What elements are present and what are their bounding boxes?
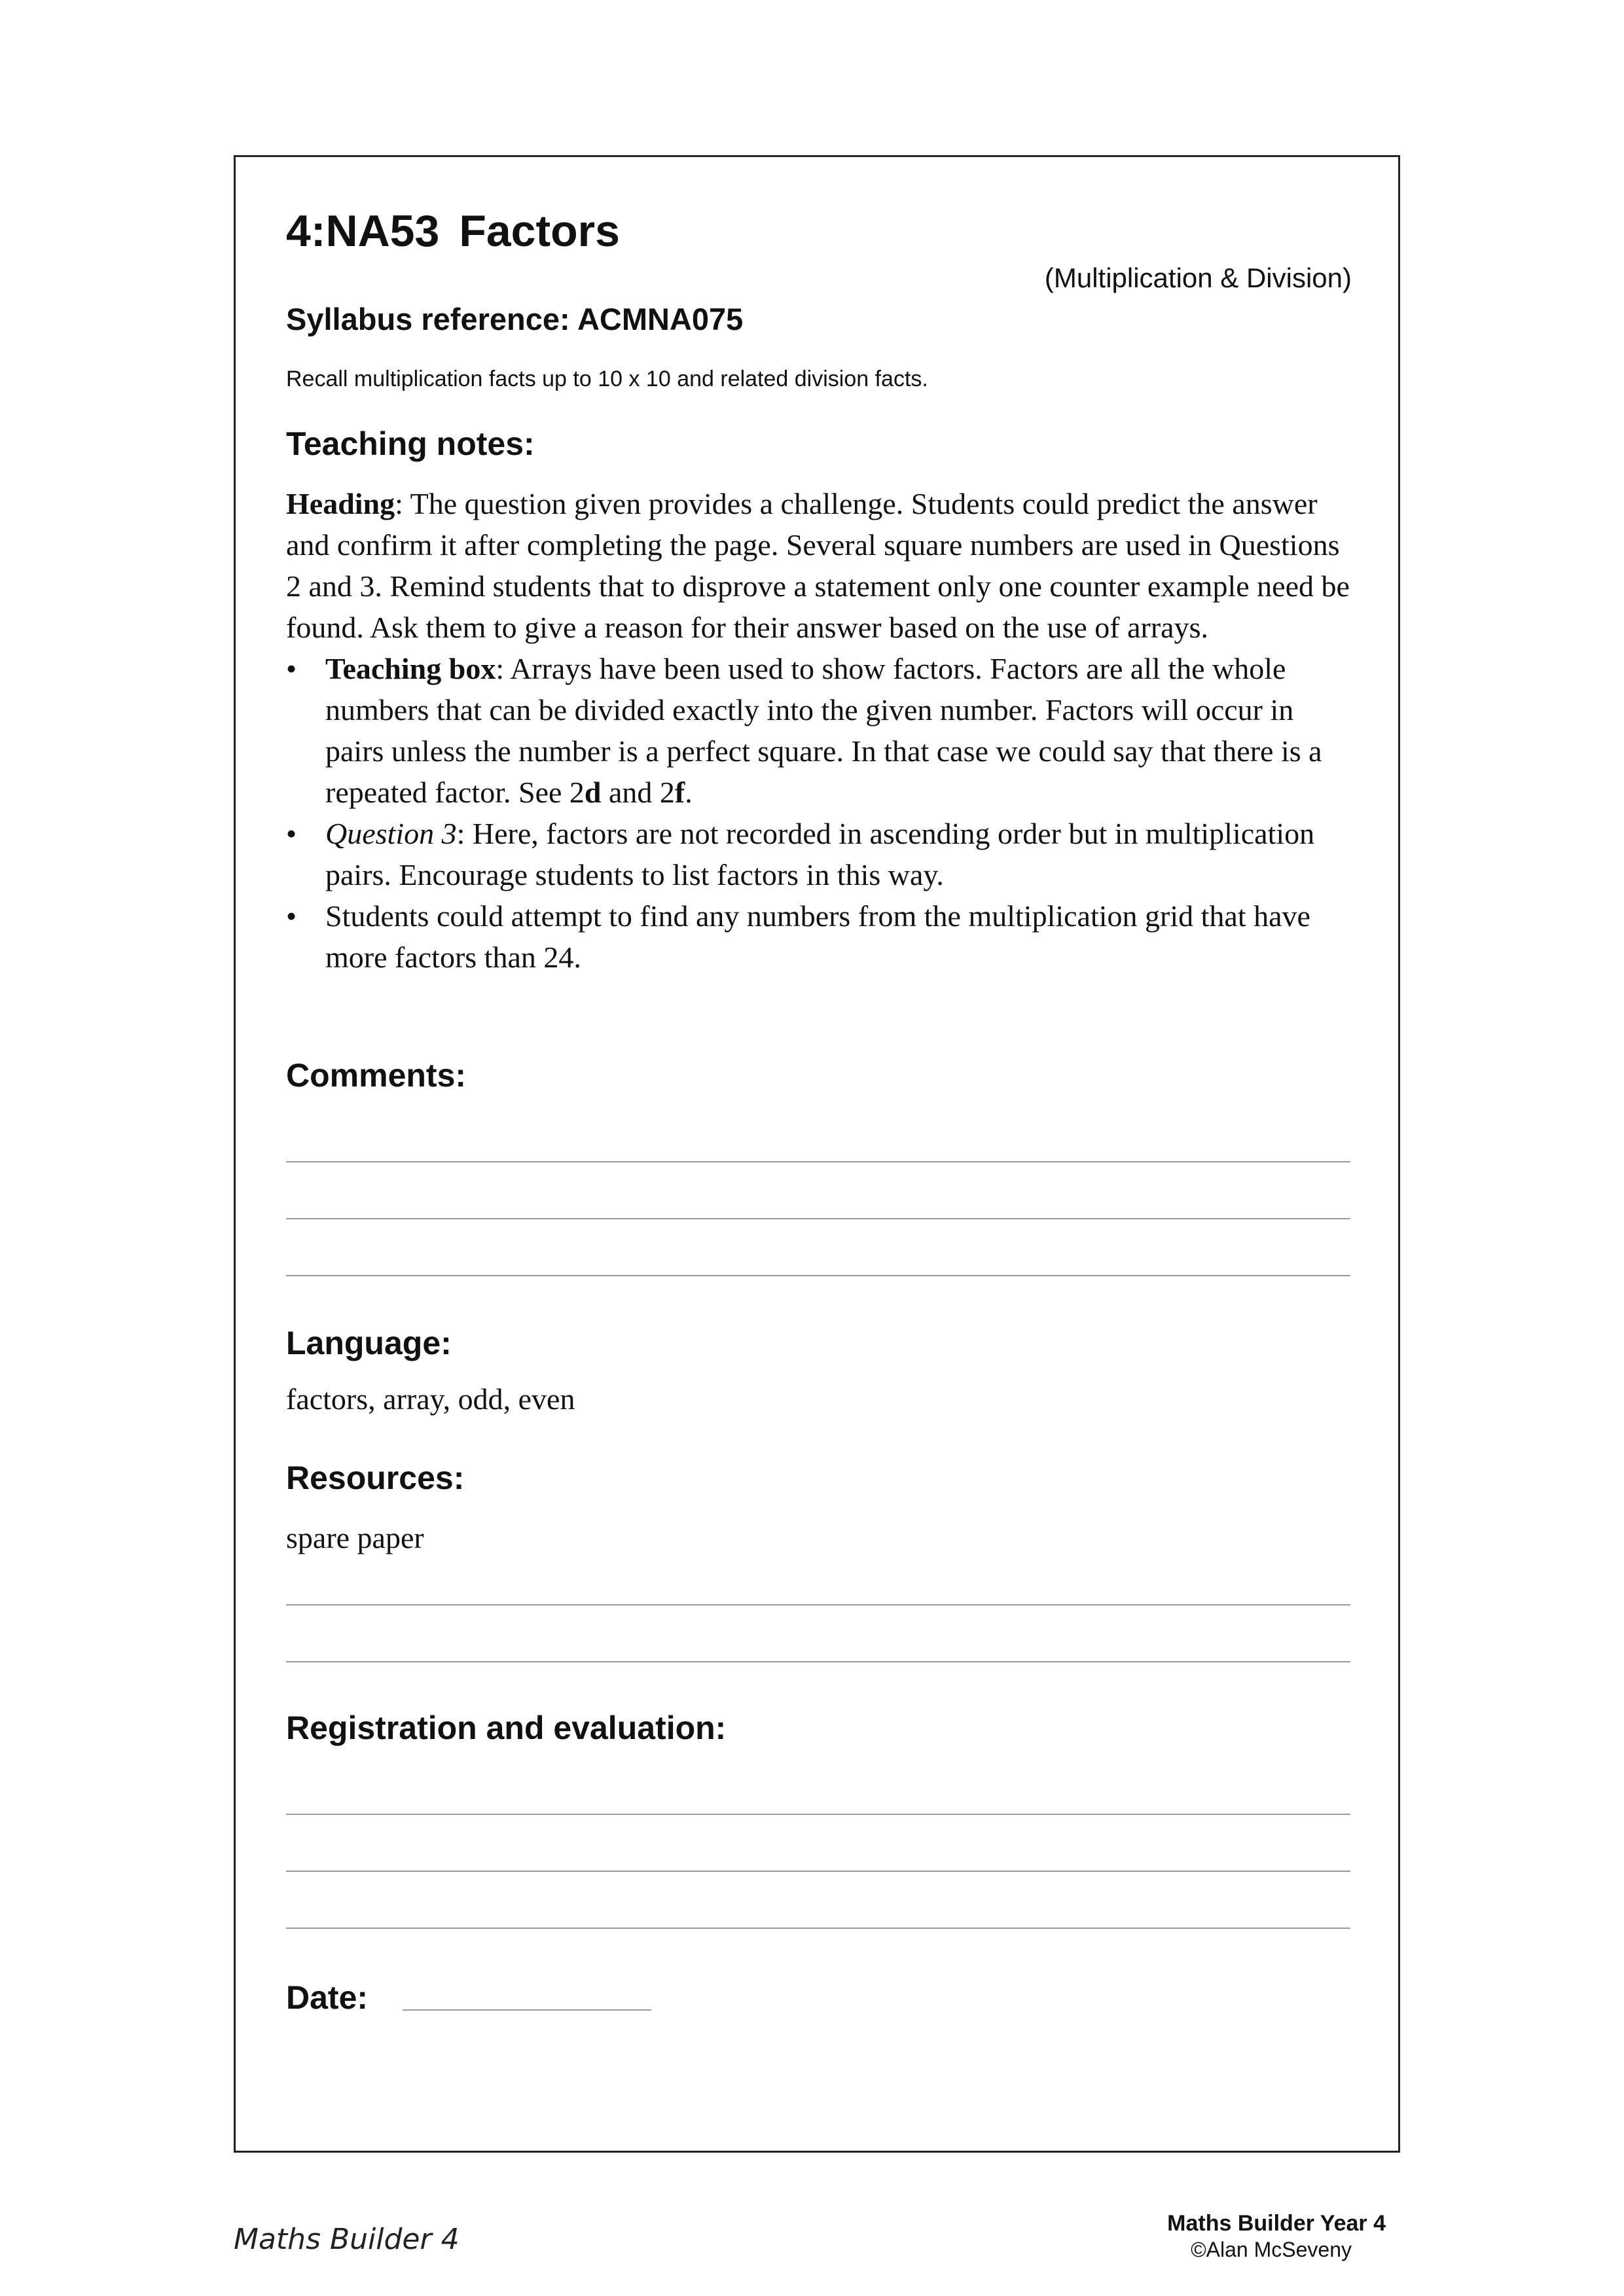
resources-line[interactable] <box>286 1604 1350 1605</box>
teaching-notes-body <box>286 483 1360 978</box>
list-item <box>286 648 1360 813</box>
bullet-text: Students could attempt to find any numbers from the multiplication grid that have more factors than 24. <box>325 899 1310 974</box>
intro-label: Heading <box>286 487 395 520</box>
page-title <box>286 205 620 257</box>
question-ref-d: d <box>584 776 602 809</box>
topic-title: Factors <box>459 206 620 256</box>
registration-heading: Registration and evaluation: <box>286 1710 727 1746</box>
footer-series-title: Maths Builder Year 4 <box>1167 2211 1386 2236</box>
resources-text: spare paper <box>286 1521 424 1554</box>
date-field-line[interactable] <box>403 2009 651 2011</box>
strand-subtitle: (Multiplication & Division) <box>1044 262 1352 293</box>
resources-heading: Resources: <box>286 1460 465 1496</box>
resources-line[interactable] <box>286 1661 1350 1662</box>
notes-list <box>286 648 1360 978</box>
bullet-text: and 2 <box>601 776 675 809</box>
bullet-text: : Here, factors are not recorded in ascending order but in multiplication pairs. Encourage students to list factors in this way. <box>325 817 1315 891</box>
teaching-notes-heading: Teaching notes: <box>286 425 535 462</box>
bullet-text: . <box>685 776 693 809</box>
registration-line[interactable] <box>286 1814 1350 1815</box>
comments-line[interactable] <box>286 1275 1350 1276</box>
intro-paragraph <box>286 483 1360 648</box>
comments-heading: Comments: <box>286 1057 467 1094</box>
syllabus-reference: Syllabus reference: ACMNA075 <box>286 302 744 336</box>
list-item <box>286 813 1360 895</box>
footer-copyright: ©Alan McSeveny <box>1191 2238 1352 2261</box>
bullet-label: Question 3 <box>325 817 457 850</box>
list-item <box>286 895 1360 978</box>
question-ref-f: f <box>674 776 685 809</box>
comments-line[interactable] <box>286 1218 1350 1219</box>
language-heading: Language: <box>286 1325 452 1361</box>
comments-line[interactable] <box>286 1161 1350 1162</box>
language-text: factors, array, odd, even <box>286 1382 575 1416</box>
outcome-code: 4:NA53 <box>286 206 440 256</box>
bullet-text: : Arrays have been used to show factors. Factors are all the whole numbers that can be divided exactly into the given number. Factors will occur in pairs unless the number is a perfect square. In that case we could say that there is a repeated factor. See 2 <box>325 652 1322 809</box>
registration-line[interactable] <box>286 1928 1350 1929</box>
outcome-description: Recall multiplication facts up to 10 x 10 and related division facts. <box>286 367 928 391</box>
date-label: Date: <box>286 1979 369 2016</box>
registration-line[interactable] <box>286 1871 1350 1872</box>
bullet-label: Teaching box <box>325 652 496 685</box>
footer-book-title: Maths Builder 4 <box>234 2223 460 2256</box>
intro-text: : The question given provides a challenge. Students could predict the answer and confirm it after completing the page. Several square numbers are used in Questions 2 and 3. Remind students that to disprove a statement only one counter example need be found. Ask them to give a reason for their answer based on the use of arrays. <box>286 487 1350 644</box>
